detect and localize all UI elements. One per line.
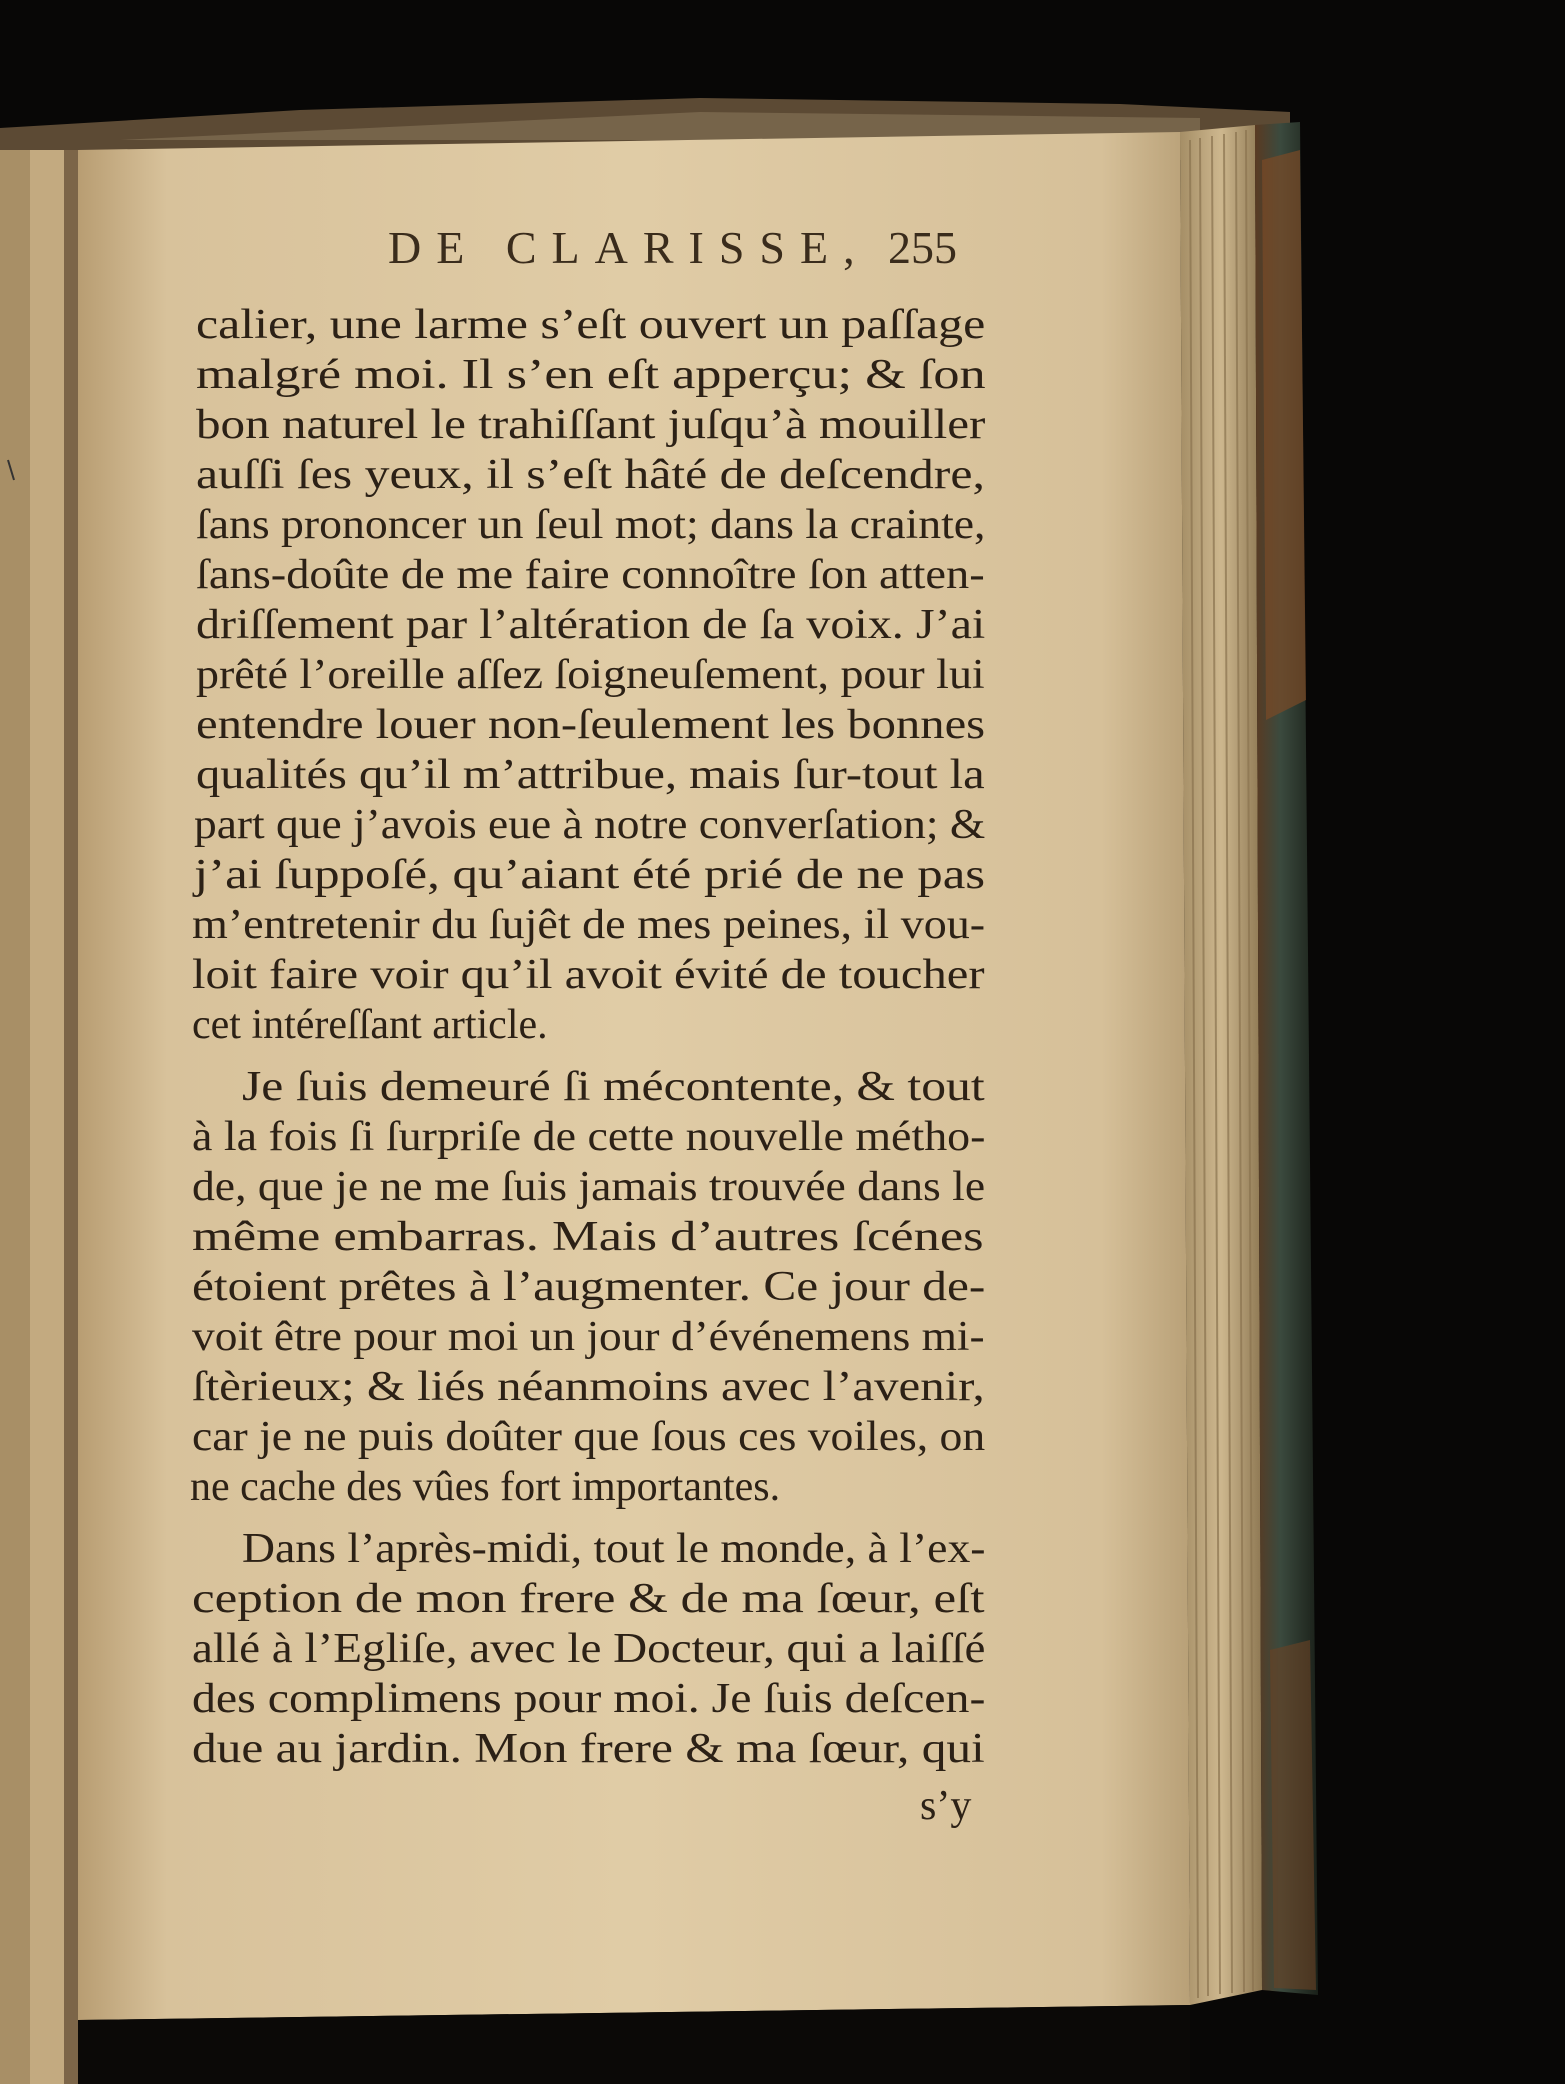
running-head: DE CLARISSE, <box>388 222 870 273</box>
text-line: entendre louer non-ſeulement les bonnes <box>196 702 986 748</box>
text-line: Dans l’après-midi, tout le monde, à l’ex- <box>242 1526 986 1572</box>
page-number: 255 <box>888 222 957 273</box>
text-line: ſans prononcer un ſeul mot; dans la crainte, <box>196 502 986 548</box>
text-line: bon naturel le trahiſſant juſqu’à mouiller <box>196 402 986 448</box>
text-line: due au jardin. Mon frere & ma ſœur, qui <box>192 1726 985 1772</box>
text-line: calier, une larme s’eſt ouvert un paſſage <box>196 302 986 348</box>
text-line: Je ſuis demeuré ſi mécontente, & tout <box>242 1064 985 1110</box>
text-line: loit faire voir qu’il avoit évité de toucher <box>192 952 985 998</box>
text-line: j’ai ſuppoſé, qu’aiant été prié de ne pas <box>194 852 986 898</box>
text-line: voit être pour moi un jour d’événemens mi- <box>192 1314 985 1360</box>
text-line: prêté l’oreille aſſez ſoigneuſement, pour lui <box>196 652 985 698</box>
text-line: de, que je ne me ſuis jamais trouvée dans le <box>192 1164 986 1210</box>
text-line: des complimens pour moi. Je ſuis deſcen- <box>192 1676 986 1722</box>
text-line: driſſement par l’altération de ſa voix. J’ai <box>196 602 986 648</box>
text-line: part que j’avois eue à notre converſation; & <box>194 802 986 848</box>
text-line: cet intéreſſant article. <box>192 1002 548 1048</box>
text-line: à la fois ſi ſurpriſe de cette nouvelle métho- <box>192 1114 986 1160</box>
text-line: allé à l’Egliſe, avec le Docteur, qui a laiſſé <box>192 1626 986 1672</box>
text-line: auſſi ſes yeux, il s’eſt hâté de deſcendre, <box>196 452 985 498</box>
text-line: ſtèrieux; & liés néanmoins avec l’avenir, <box>192 1364 985 1410</box>
text-line: malgré moi. Il s’en eſt apperçu; & ſon <box>196 352 986 398</box>
text-line: ſans-doûte de me faire connoître ſon atten- <box>196 552 985 598</box>
text-line: m’entretenir du ſujêt de mes peines, il vou- <box>192 902 986 948</box>
text-line: étoient prêtes à l’augmenter. Ce jour de- <box>192 1264 986 1310</box>
text-line: qualités qu’il m’attribue, mais ſur-tout la <box>196 752 985 798</box>
text-line: ne cache des vûes fort importantes. <box>190 1464 781 1510</box>
text-line: car je ne puis doûter que ſous ces voiles, on <box>192 1414 986 1460</box>
catchword: s’y <box>920 1783 972 1829</box>
text-line: ception de mon frere & de ma ſœur, eſt <box>192 1576 985 1622</box>
text-line: même embarras. Mais d’autres ſcénes <box>192 1214 984 1260</box>
